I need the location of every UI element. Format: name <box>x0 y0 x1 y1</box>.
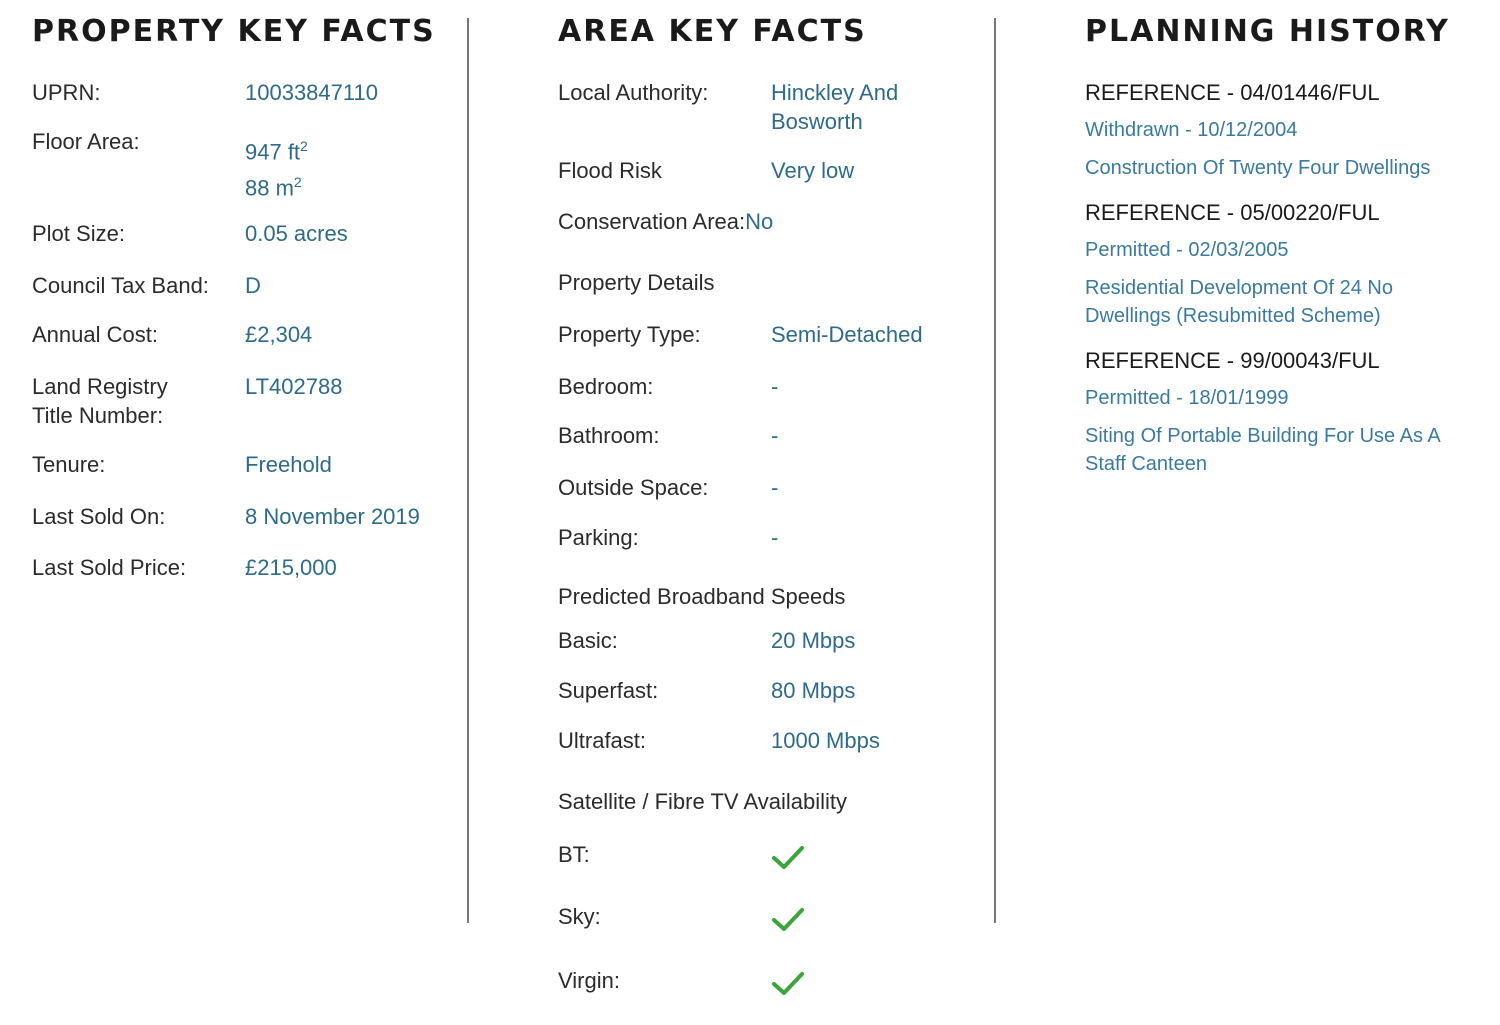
parking-value: - <box>771 525 779 550</box>
bedroom-label: Bedroom: <box>558 374 654 399</box>
conservation-area-value: No <box>745 209 774 234</box>
tv-availability-heading: Satellite / Fibre TV Availability <box>558 789 847 814</box>
planning-reference: REFERENCE - 04/01446/FUL <box>1085 80 1380 105</box>
annual-cost-value: £2,304 <box>245 322 313 347</box>
last-sold-price-label: Last Sold Price: <box>32 555 187 580</box>
virgin-check-icon <box>771 970 805 998</box>
uprn-value: 10033847110 <box>245 80 378 105</box>
conservation-area-field <box>558 207 773 236</box>
basic-value: 20 Mbps <box>771 628 856 653</box>
superfast-value: 80 Mbps <box>771 678 856 703</box>
bt-check-icon <box>771 844 805 872</box>
bathroom-label: Bathroom: <box>558 423 660 448</box>
column-divider-left <box>467 18 469 923</box>
bathroom-value: - <box>771 423 779 448</box>
planning-description-line2: Dwellings (Resubmitted Scheme) <box>1085 305 1381 327</box>
parking-label: Parking: <box>558 525 639 550</box>
annual-cost-label: Annual Cost: <box>32 322 158 347</box>
tenure-label: Tenure: <box>32 452 106 477</box>
plot-size-value: 0.05 acres <box>245 221 348 246</box>
ultrafast-value: 1000 Mbps <box>771 728 880 753</box>
uprn-label: UPRN: <box>32 80 101 105</box>
plot-size-label: Plot Size: <box>32 221 125 246</box>
planning-status: Withdrawn - 10/12/2004 <box>1085 119 1298 141</box>
planning-description-line2: Staff Canteen <box>1085 453 1207 475</box>
last-sold-price-value: £215,000 <box>245 555 337 580</box>
basic-label: Basic: <box>558 628 618 653</box>
virgin-label: Virgin: <box>558 968 620 993</box>
area-key-facts-heading: AREA KEY FACTS <box>558 14 867 49</box>
land-registry-label-line2: Title Number: <box>32 403 164 428</box>
last-sold-on-label: Last Sold On: <box>32 504 166 529</box>
local-authority-value-line1: Hinckley And <box>771 80 899 105</box>
outside-space-label: Outside Space: <box>558 475 709 500</box>
floor-area-ft-value: 947 $ft^2$ <box>245 138 308 165</box>
planning-description: Siting Of Portable Building For Use As A <box>1085 425 1441 447</box>
floor-area-m-value: 88 $m^2$ <box>245 174 302 201</box>
land-registry-label-line1: Land Registry <box>32 374 168 399</box>
property-details-heading: Property Details <box>558 270 715 295</box>
bt-label: BT: <box>558 842 590 867</box>
flood-risk-value: Very low <box>771 158 855 183</box>
superfast-label: Superfast: <box>558 678 659 703</box>
column-divider-right <box>994 18 996 923</box>
sky-label: Sky: <box>558 904 601 929</box>
local-authority-label: Local Authority: <box>558 80 709 105</box>
council-tax-value: D <box>245 273 261 298</box>
conservation-area-label: Conservation Area: <box>558 209 746 234</box>
property-key-facts-heading: PROPERTY KEY FACTS <box>32 14 436 49</box>
outside-space-value: - <box>771 475 779 500</box>
bedroom-value: - <box>771 374 779 399</box>
sky-check-icon <box>771 906 805 934</box>
planning-status: Permitted - 18/01/1999 <box>1085 387 1289 409</box>
local-authority-value-line2: Bosworth <box>771 109 863 134</box>
planning-reference: REFERENCE - 99/00043/FUL <box>1085 348 1380 373</box>
planning-description: Construction Of Twenty Four Dwellings <box>1085 157 1431 179</box>
floor-area-label: Floor Area: <box>32 129 140 154</box>
title-number-value: LT402788 <box>245 374 343 399</box>
last-sold-on-value: 8 November 2019 <box>245 504 420 529</box>
property-type-value: Semi-Detached <box>771 322 923 347</box>
property-type-label: Property Type: <box>558 322 701 347</box>
planning-description: Residential Development Of 24 No <box>1085 277 1393 299</box>
planning-status: Permitted - 02/03/2005 <box>1085 239 1289 261</box>
planning-reference: REFERENCE - 05/00220/FUL <box>1085 200 1380 225</box>
planning-history-heading: PLANNING HISTORY <box>1085 14 1450 49</box>
flood-risk-label: Flood Risk <box>558 158 662 183</box>
ultrafast-label: Ultrafast: <box>558 728 647 753</box>
tenure-value: Freehold <box>245 452 332 477</box>
broadband-heading: Predicted Broadband Speeds <box>558 584 846 609</box>
council-tax-label: Council Tax Band: <box>32 273 209 298</box>
